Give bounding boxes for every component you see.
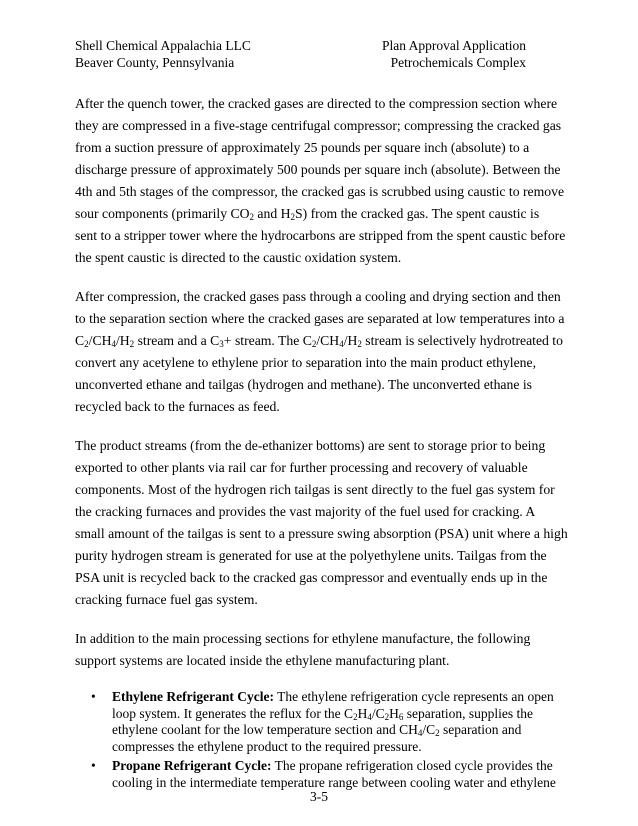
- list-item-propane-refrigerant: [75, 758, 556, 791]
- paragraph-separation: [75, 286, 565, 418]
- text-line: Propane Refrigerant Cycle: The propane refrigeration closed cycle provides the: [112, 758, 553, 773]
- bullet-icon: •: [91, 758, 96, 773]
- header-right: [382, 37, 526, 71]
- paragraph-compression: [75, 93, 566, 269]
- text-line: ethylene coolant for the low temperature section and $CH_4/C_2$ separation and: [112, 722, 522, 738]
- text-line: convert any acetylene to ethylene prior to separation into the main product ethylene,: [75, 355, 537, 370]
- text-line: small amount of the tailgas is sent to a pressure swing absorption (PSA) unit where a high: [75, 526, 568, 541]
- text-line: compresses the ethylene product to the required pressure.: [112, 738, 422, 754]
- text-line: $C_2/CH_4/H_2$ stream and a $C_3+$ stream. The $C_2/CH_4/H_2$ stream is selectively hydrotreated to: [75, 333, 563, 349]
- text-line: After compression, the cracked gases pass through a cooling and drying section and then: [75, 289, 561, 304]
- text-line: loop system. It generates the reflux for the $C_2H_4/C_2H_6$ separation, supplies the: [112, 705, 534, 722]
- page-number: 3-5: [310, 789, 328, 804]
- text-line: cooling in the intermediate temperature range between cooling water and ethylene: [112, 774, 556, 790]
- text-line: PSA unit is recycled back to the cracked gas compressor and eventually ends up in the: [75, 570, 548, 585]
- text-line: sent to a stripper tower where the hydrocarbons are stripped from the spent caustic before: [75, 228, 566, 243]
- text-line: discharge pressure of approximately 500 pounds per square inch (absolute). Between the: [75, 162, 561, 177]
- text-line: exported to other plants via rail car for further processing and recovery of valuable: [75, 460, 528, 475]
- item-title: Propane Refrigerant Cycle:: [112, 758, 272, 773]
- text-line: Ethylene Refrigerant Cycle: The ethylene refrigeration cycle represents an open: [112, 689, 554, 704]
- page-body: [75, 93, 568, 794]
- text-line: cracking furnace fuel gas system.: [75, 592, 258, 607]
- company-location: Beaver County, Pennsylvania: [75, 55, 235, 70]
- text-line: they are compressed in a five-stage centrifugal compressor; compressing the cracked gas: [75, 118, 562, 133]
- text-line: recycled back to the furnaces as feed.: [75, 399, 280, 414]
- document-subtitle: Petrochemicals Complex: [390, 55, 526, 70]
- paragraph-product-streams: [75, 435, 568, 611]
- company-name: Shell Chemical Appalachia LLC: [75, 38, 251, 53]
- document-title: Plan Approval Application: [382, 38, 526, 53]
- header-left: [75, 37, 251, 71]
- text-line: unconverted ethane and tailgas (hydrogen and methane). The unconverted ethane is: [75, 377, 532, 392]
- text-line: from a suction pressure of approximately 25 pounds per square inch (absolute) to a: [75, 140, 530, 155]
- paragraph-support-systems: [75, 628, 531, 672]
- text-line: In addition to the main processing sections for ethylene manufacture, the following: [75, 631, 531, 646]
- support-systems-list: [75, 689, 556, 791]
- text-line: components. Most of the hydrogen rich tailgas is sent directly to the fuel gas system for: [75, 482, 555, 497]
- text-line: the spent caustic is directed to the caustic oxidation system.: [75, 250, 402, 265]
- item-title: Ethylene Refrigerant Cycle:: [112, 689, 274, 704]
- text-line: The product streams (from the de-ethanizer bottoms) are sent to storage prior to being: [75, 438, 546, 453]
- text-line: 4th and 5th stages of the compressor, the cracked gas is scrubbed using caustic to remove: [75, 184, 565, 199]
- text-line: support systems are located inside the ethylene manufacturing plant.: [75, 653, 450, 668]
- text-line: purity hydrogen stream is generated for use at the polyethylene units. Tailgas from the: [75, 548, 547, 563]
- text-line: to the separation section where the cracked gases are separated at low temperatures into a: [75, 311, 565, 326]
- bullet-icon: •: [91, 689, 96, 704]
- page-header: [75, 37, 526, 71]
- text-line: the cracking furnaces and provides the vast majority of the fuel used for cracking. A: [75, 504, 536, 519]
- text-line: sour components (primarily $CO_2$ and $H_2S$) from the cracked gas. The spent caustic is: [75, 206, 540, 222]
- list-item-ethylene-refrigerant: [75, 689, 554, 755]
- text-line: After the quench tower, the cracked gases are directed to the compression section where: [75, 96, 558, 111]
